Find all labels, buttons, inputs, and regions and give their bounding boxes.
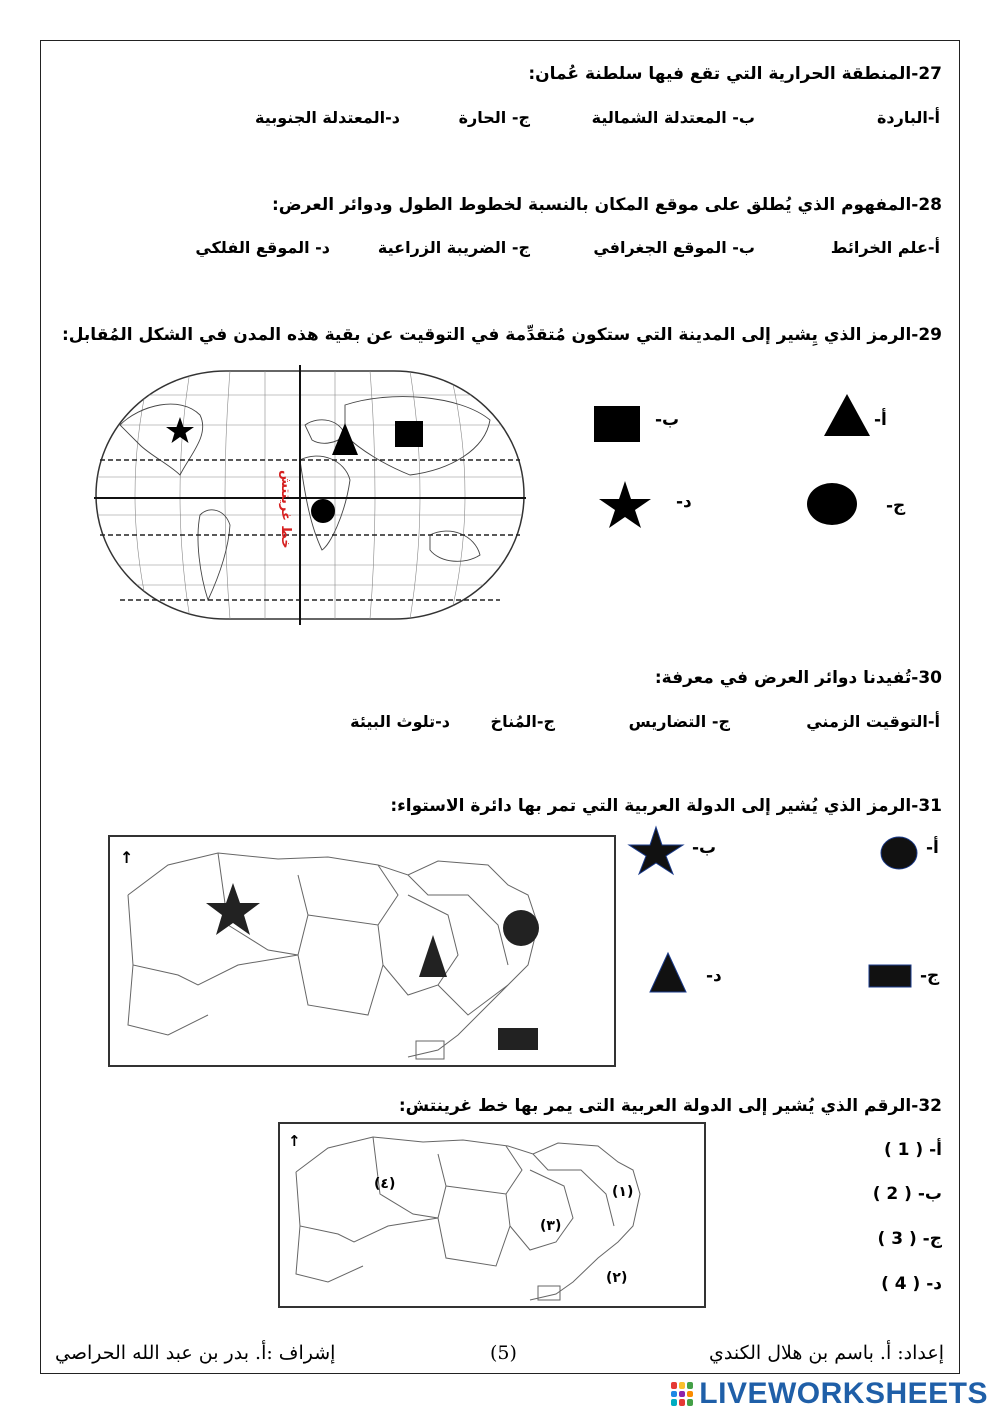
q29-option-c-label: ج- bbox=[886, 496, 906, 516]
liveworksheets-logo-text: LIVEWORKSHEETS bbox=[699, 1377, 988, 1410]
footer-supervised-by: إشراف :أ. بدر بن عبد الله الحراصي bbox=[55, 1342, 336, 1364]
circle-icon[interactable] bbox=[806, 482, 860, 528]
footer-page-number: (5) bbox=[490, 1342, 517, 1364]
arab-map-rectangle-marker bbox=[498, 1028, 538, 1050]
question-31: 31-الرمز الذي يُشير إلى الدولة العربية التي تمر بها دائرة الاستواء: bbox=[390, 796, 942, 816]
q28-option-a[interactable]: أ-علم الخرائط bbox=[830, 238, 940, 257]
map-square-marker bbox=[395, 421, 423, 447]
map-number-2: (٢) bbox=[606, 1270, 628, 1286]
q31-option-b-label: ب- bbox=[692, 838, 717, 858]
arab-world-map bbox=[108, 835, 616, 1067]
rectangle-icon[interactable] bbox=[868, 964, 912, 990]
q30-option-b[interactable]: ج- التضاريس bbox=[628, 712, 730, 731]
q28-option-c[interactable]: ج- الضريبة الزراعية bbox=[377, 238, 530, 257]
q27-option-c[interactable]: ج- الحارة bbox=[458, 108, 530, 127]
arab-world-numbered-map bbox=[278, 1122, 706, 1308]
question-30: 30-تُفيدنا دوائر العرض في معرفة: bbox=[654, 668, 942, 688]
q30-option-a[interactable]: أ-التوقيت الزمني bbox=[806, 712, 940, 731]
triangle-icon[interactable] bbox=[648, 952, 688, 994]
question-27: 27-المنطقة الحرارية التي تقع فيها سلطنة عُمان: bbox=[528, 64, 942, 84]
q27-option-a[interactable]: أ-الباردة bbox=[876, 108, 940, 127]
star-icon[interactable] bbox=[598, 480, 654, 530]
question-28: 28-المفهوم الذي يُطلق على موقع المكان بالنسبة لخطوط الطول ودوائر العرض: bbox=[272, 195, 942, 215]
q32-option-b[interactable]: ب- ( 2 ) bbox=[872, 1184, 942, 1204]
map-number-4: (٤) bbox=[374, 1176, 396, 1192]
map-circle-marker bbox=[311, 499, 335, 523]
q29-option-b-label: ب- bbox=[655, 410, 680, 430]
map-number-3: (٣) bbox=[540, 1218, 562, 1234]
q32-option-d[interactable]: د- ( 4 ) bbox=[881, 1274, 942, 1294]
q28-option-d[interactable]: د- الموقع الفلكي bbox=[195, 238, 330, 257]
square-icon[interactable] bbox=[594, 406, 642, 444]
svg-text:↑: ↑ bbox=[120, 848, 134, 867]
map-number-1: (١) bbox=[612, 1184, 634, 1200]
q27-option-d[interactable]: د-المعتدلة الجنوبية bbox=[255, 108, 400, 127]
q31-option-c-label: ج- bbox=[920, 966, 940, 986]
star-icon[interactable] bbox=[628, 826, 686, 876]
question-32: 32-الرقم الذي يُشير إلى الدولة العربية التى يمر بها خط غرينتش: bbox=[398, 1096, 942, 1116]
footer-prepared-by: إعداد: أ. باسم بن هلال الكندي bbox=[709, 1342, 944, 1364]
q28-option-b[interactable]: ب- الموقع الجغرافي bbox=[593, 238, 755, 257]
svg-text:↑: ↑ bbox=[288, 1132, 301, 1150]
arab-map-circle-marker bbox=[503, 910, 539, 946]
circle-icon[interactable] bbox=[880, 836, 920, 872]
q29-option-a-label: أ- bbox=[874, 410, 887, 430]
triangle-icon[interactable] bbox=[822, 392, 872, 438]
q31-option-a-label: أ- bbox=[926, 838, 939, 858]
q31-option-d-label: د- bbox=[706, 966, 722, 986]
world-map bbox=[90, 365, 530, 625]
liveworksheets-logo-icon bbox=[671, 1382, 693, 1406]
q32-option-c[interactable]: ج- ( 3 ) bbox=[877, 1229, 942, 1249]
q32-option-a[interactable]: أ- ( 1 ) bbox=[883, 1140, 942, 1160]
q27-option-b[interactable]: ب- المعتدلة الشمالية bbox=[591, 108, 755, 127]
q30-option-c[interactable]: ج-المُناخ bbox=[490, 712, 555, 731]
liveworksheets-logo[interactable] bbox=[671, 1374, 988, 1414]
q30-option-d[interactable]: د-تلوث البيئة bbox=[350, 712, 450, 731]
greenwich-label: خط غرينتش bbox=[278, 470, 293, 549]
question-29: 29-الرمز الذي يِشير إلى المدينة التي ستكون مُتقدِّمة في التوقيت عن بقية هذه المدن في الشكل المُقابل: bbox=[61, 325, 942, 345]
q29-option-d-label: د- bbox=[676, 492, 692, 512]
